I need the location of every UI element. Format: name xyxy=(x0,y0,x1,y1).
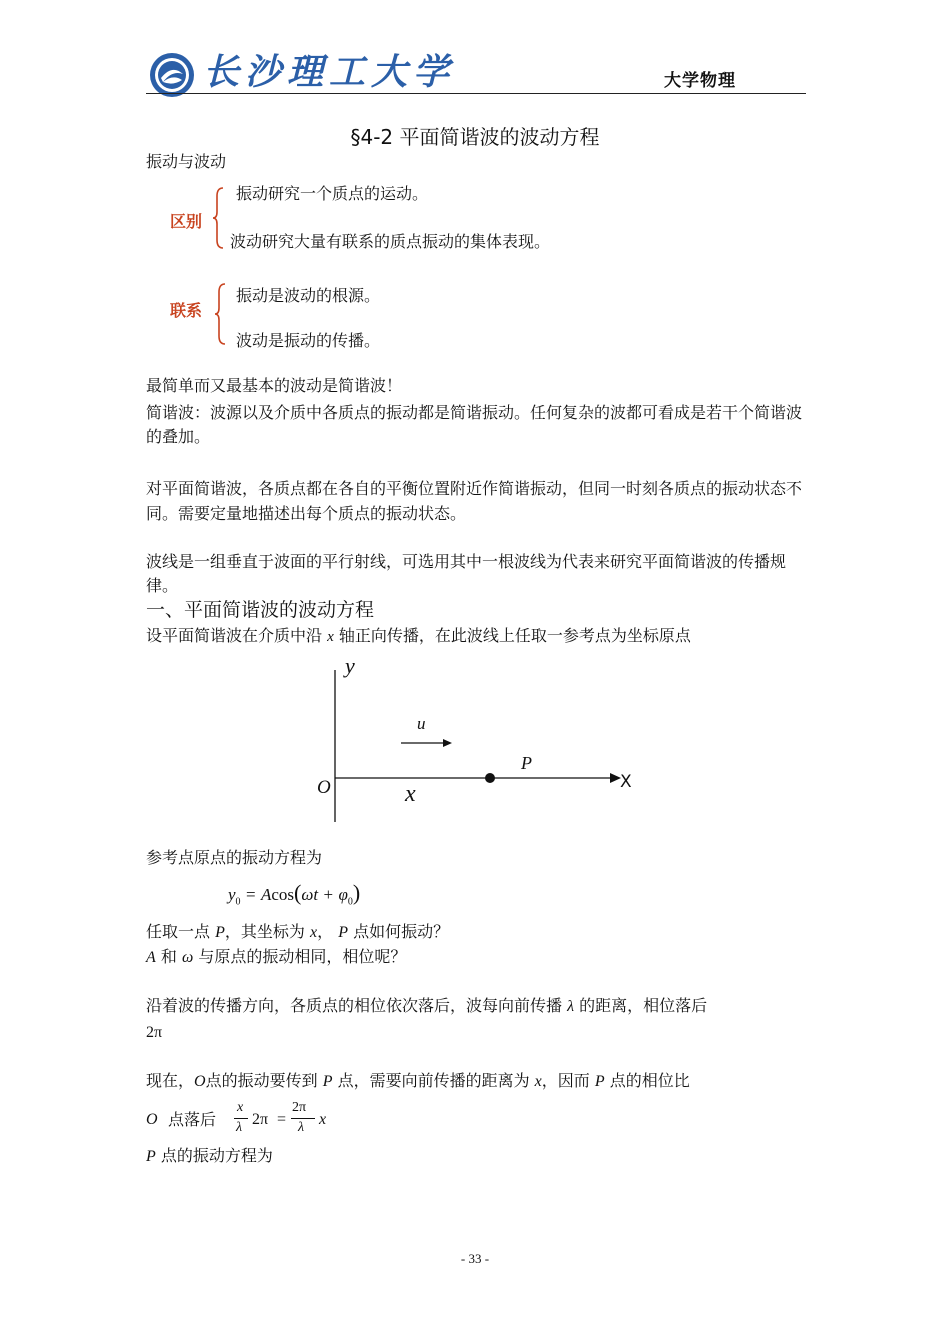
q1-text-d: 点如何振动？ xyxy=(353,922,450,941)
now-text-b: 点的振动要传到 xyxy=(205,1071,318,1090)
q2-amplitude: A xyxy=(146,949,156,966)
frac2-numerator: 2π xyxy=(292,1100,307,1115)
now-text-e: 点的相位比 xyxy=(609,1071,690,1090)
lag-text-a: 点落后 xyxy=(168,1110,217,1129)
lag-o: O xyxy=(146,1111,158,1128)
now-p: P xyxy=(322,1073,333,1090)
eq-y: y xyxy=(228,885,236,904)
p-eq-intro xyxy=(146,1146,273,1167)
point-p-dot xyxy=(485,773,495,783)
q2-text-a: 和 xyxy=(160,947,177,966)
y-axis-label: y xyxy=(345,653,355,678)
para-plane-wave: 对平面简谐波，各质点都在各自的平衡位置附近作简谐振动，但同一时刻各质点的振动状态不同。需要定量地描述出每个质点的振动状态。 xyxy=(146,479,803,523)
phase-text-a: 沿着波的传播方向，各质点的相位依次落后，波每向前传播 xyxy=(146,996,563,1015)
question-1 xyxy=(146,922,449,943)
frac2-denominator: λ xyxy=(298,1120,305,1135)
wave-diagram xyxy=(300,650,650,830)
lag-equals: = xyxy=(277,1111,287,1128)
link-brace xyxy=(214,282,228,346)
phase-text-b: 的距离，相位落后 xyxy=(579,996,708,1015)
q2-omega: ω xyxy=(181,949,194,966)
x-axis-label: X xyxy=(620,772,632,792)
phase-two-pi: 2π xyxy=(146,1024,163,1041)
eq-cos: cos xyxy=(271,885,295,904)
velocity-arrowhead xyxy=(443,739,452,747)
frac2-bar xyxy=(291,1118,315,1119)
now-o: O xyxy=(194,1073,206,1090)
q1-text-c: ， xyxy=(317,922,334,941)
university-seal xyxy=(149,52,195,98)
eq-y-sub: 0 xyxy=(235,896,241,908)
frac1-bar xyxy=(234,1118,248,1119)
origin-label: O xyxy=(317,777,331,798)
lag-line xyxy=(146,1098,446,1146)
section-heading: 一、平面简谐波的波动方程 xyxy=(146,599,375,621)
page-title: §4-2 平面简谐波的波动方程 xyxy=(350,125,600,149)
p-eq-p: P xyxy=(146,1148,156,1165)
now-text-a: 现在， xyxy=(146,1071,195,1090)
link-label: 联系 xyxy=(170,301,203,320)
phase-lambda: λ xyxy=(567,998,575,1015)
page-number: - 33 - xyxy=(460,1251,490,1266)
question-2 xyxy=(146,947,406,968)
link-item-1: 振动是波动的根源。 xyxy=(236,286,381,305)
eq-omega-t: ωt xyxy=(301,885,319,904)
eq-open-paren: ( xyxy=(294,880,302,905)
eq-amplitude: A xyxy=(260,885,272,904)
frac1-denominator: λ xyxy=(236,1120,243,1135)
now-p2: P xyxy=(594,1073,605,1090)
eq-plus: + xyxy=(323,885,334,904)
setup-text-a: 设平面简谐波在介质中沿 xyxy=(146,626,323,645)
phase-lag-line xyxy=(146,996,707,1017)
q1-text-a: 任取一点 xyxy=(146,922,211,941)
q1-text-b: ，其坐标为 xyxy=(224,922,305,941)
point-p-label: P xyxy=(521,753,532,773)
eq-phi: φ xyxy=(338,885,348,904)
seal-icon xyxy=(149,52,195,98)
q1-x: x xyxy=(310,924,318,941)
eq-close-paren: ) xyxy=(352,880,361,905)
q1-p2: P xyxy=(338,924,348,941)
velocity-label: u xyxy=(417,714,426,733)
diff-label: 区别 xyxy=(170,212,203,231)
q2-text-b: 与原点的振动相同，相位呢？ xyxy=(198,947,407,966)
distance-x-label: x xyxy=(405,781,416,807)
now-text-d: ，因而 xyxy=(541,1071,590,1090)
intro-heading: 振动与波动 xyxy=(146,152,227,171)
eq-equals: = xyxy=(245,885,256,904)
q1-p: P xyxy=(215,924,225,941)
lag-x: x xyxy=(319,1111,327,1128)
diff-item-2: 波动研究大量有联系的质点振动的集体表现。 xyxy=(230,232,551,251)
para-definition: 简谐波：波源以及介质中各质点的振动都是简谐振动。任何复杂的波都可看成是若干个简谐波的叠加。 xyxy=(146,403,803,446)
diff-brace xyxy=(212,186,226,250)
p-eq-text: 点的振动方程为 xyxy=(160,1146,273,1165)
lag-two-pi: 2π xyxy=(252,1111,269,1128)
setup-var-x: x xyxy=(327,629,334,645)
now-text-c: 点，需要向前传播的距离为 xyxy=(337,1071,530,1090)
link-item-2: 波动是振动的传播。 xyxy=(236,331,381,350)
setup-line xyxy=(146,626,691,647)
frac1-numerator: x xyxy=(237,1100,244,1115)
now-line xyxy=(146,1071,690,1092)
eq-phi-sub: 0 xyxy=(347,896,353,908)
setup-text-b: 轴正向传播，在此波线上任取一参考点为坐标原点 xyxy=(338,626,691,645)
header-rule xyxy=(146,93,806,94)
now-x: x xyxy=(534,1073,542,1090)
university-logo-text: 长沙理工大学 xyxy=(203,51,456,93)
origin-equation xyxy=(228,880,360,915)
origin-eq-intro: 参考点原点的振动方程为 xyxy=(146,848,323,867)
para-wave-ray: 波线是一组垂直于波面的平行射线，可选用其中一根波线为代表来研究平面简谐波的传播规律。 xyxy=(146,552,787,595)
para-simplest: 最简单而又最基本的波动是简谐波！ xyxy=(146,376,403,395)
diff-item-1: 振动研究一个质点的运动。 xyxy=(236,184,429,203)
course-title: 大学物理 xyxy=(664,71,736,91)
